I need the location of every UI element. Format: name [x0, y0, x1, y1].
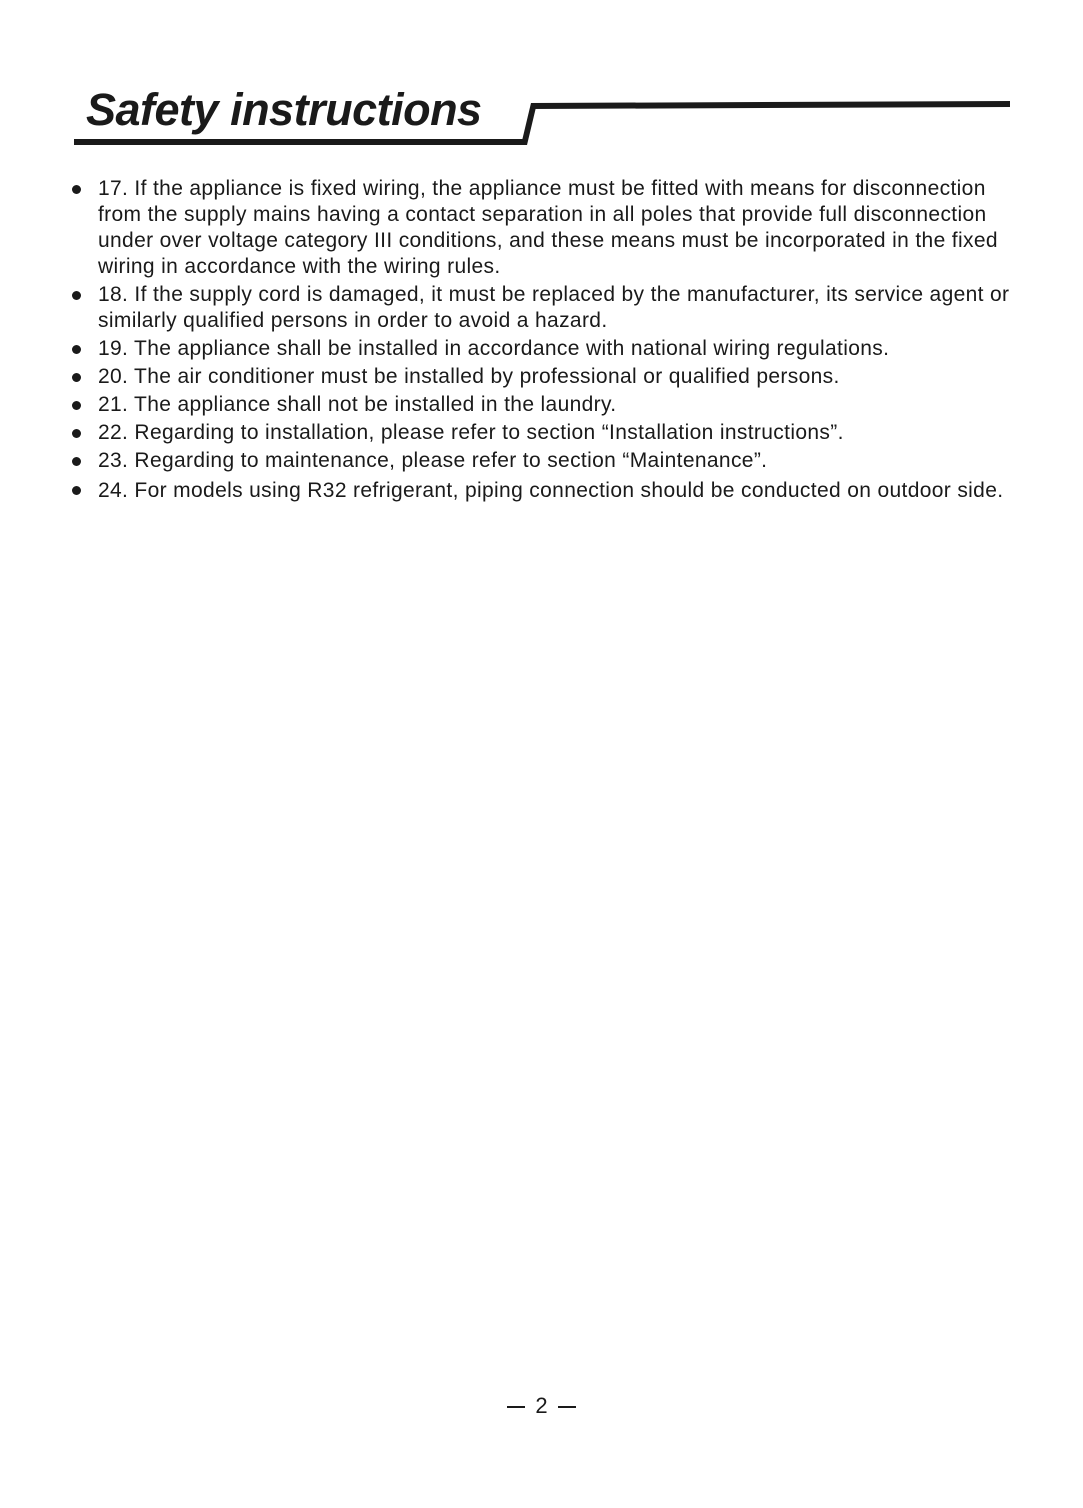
- list-item: [0, 420, 1083, 446]
- page-title: Safety instructions: [86, 84, 482, 135]
- list-item-text: 17. If the appliance is fixed wiring, the appliance must be fitted with means for disconnection from the supply mains having a contact separation in all poles that provide full disconnection under over voltage category III conditions, and these means must be incorporated in the fixed wiring in accordance with the wiring rules.: [98, 177, 998, 278]
- list-item-text: 19. The appliance shall be installed in accordance with national wiring regulations.: [98, 337, 890, 360]
- list-item: [0, 336, 1083, 362]
- list-item-text: 24. For models using R32 refrigerant, piping connection should be conducted on outdoor side.: [98, 479, 1004, 502]
- list-item: [0, 282, 1083, 334]
- dash-icon: [507, 1406, 525, 1408]
- bullet-icon: [72, 291, 81, 300]
- bullet-icon: [72, 429, 81, 438]
- list-item-text: 18. If the supply cord is damaged, it must be replaced by the manufacturer, its service agent or similarly qualified persons in order to avoid a hazard.: [98, 283, 1010, 332]
- list-item: [0, 176, 1083, 280]
- bullet-icon: [72, 185, 81, 194]
- header-rule: [0, 0, 1083, 160]
- list-item-text: 21. The appliance shall not be installed in the laundry.: [98, 393, 617, 416]
- bullet-icon: [72, 486, 81, 495]
- bullet-icon: [72, 345, 81, 354]
- list-item: [0, 364, 1083, 390]
- list-item: [0, 448, 1083, 474]
- list-item: [0, 392, 1083, 418]
- bullet-icon: [72, 401, 81, 410]
- bullet-icon: [72, 457, 81, 466]
- page-number-value: 2: [535, 1393, 548, 1418]
- safety-instructions-list: [0, 176, 1083, 507]
- list-item: [0, 476, 1083, 505]
- page-number: [0, 1393, 1083, 1419]
- dash-icon: [558, 1406, 576, 1408]
- bullet-icon: [72, 373, 81, 382]
- list-item-text: 20. The air conditioner must be installed by professional or qualified persons.: [98, 365, 840, 388]
- page-header: [0, 0, 1083, 160]
- list-item-text: 22. Regarding to installation, please refer to section “Installation instructions”.: [98, 421, 844, 444]
- list-item-text: 23. Regarding to maintenance, please refer to section “Maintenance”.: [98, 449, 768, 472]
